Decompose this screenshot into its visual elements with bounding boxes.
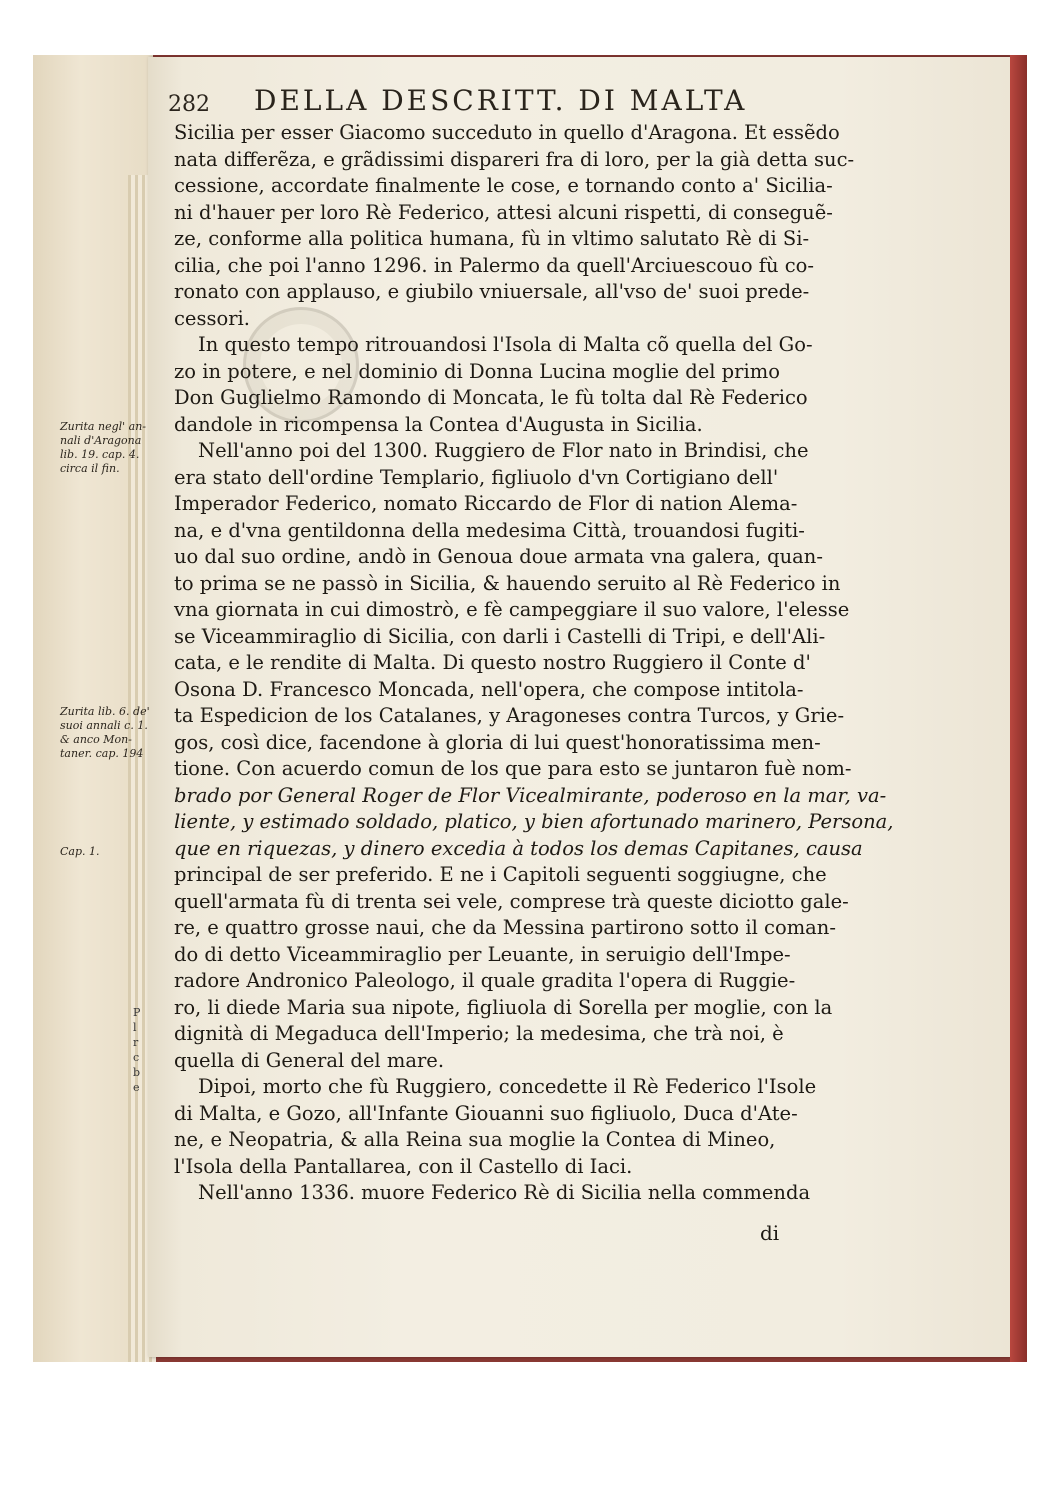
text-line: se Viceammiraglio di Sicilia, con darli i Castelli di Tripi, e dell'Ali- <box>174 624 826 648</box>
catchword: di <box>760 1221 780 1245</box>
text-line: In questo tempo ritrouandosi l'Isola di Malta cõ quella del Go- <box>198 333 813 356</box>
text-line: ze, conforme alla politica humana, fù in vltimo salutato Rè di Si- <box>174 227 810 250</box>
running-title: DELLA DESCRITT. DI MALTA <box>254 84 748 117</box>
text-line: ne, e Neopatria, & alla Reina sua moglie la Contea di Mineo, <box>174 1128 776 1151</box>
text-line: gos, così dice, facendone à gloria di lui quest'honoratissima men- <box>174 730 821 754</box>
margin-note-line: Cap. 1. <box>60 845 100 858</box>
text-line: cilia, che poi l'anno 1296. in Palermo da quell'Arciuescouo fù co- <box>174 253 814 277</box>
margin-note-line: Zurita lib. 6. de' <box>60 705 150 718</box>
text-line: di Malta, e Gozo, all'Infante Giouanni suo figliuolo, Duca d'Ate- <box>174 1101 798 1125</box>
text-line: tione. Con acuerdo comun de los que para esto se juntaron fuè nom- <box>174 757 852 780</box>
text-line: cessori. <box>174 306 250 330</box>
text-line: quella di General del mare. <box>174 1048 445 1072</box>
facing-page-mark: c <box>133 1051 140 1064</box>
text-line: cata, e le rendite di Malta. Di questo nostro Ruggiero il Conte d' <box>174 651 811 674</box>
margin-note-line: Zurita negl' an- <box>60 420 147 433</box>
facing-page-mark: r <box>133 1036 139 1049</box>
text-line: quell'armata fù di trenta sei vele, comprese trà queste diciotto gale- <box>174 889 849 913</box>
text-line: radore Andronico Paleologo, il quale gradita l'opera di Ruggie- <box>174 969 796 992</box>
text-line: cessione, accordate finalmente le cose, e tornando conto a' Sicilia- <box>174 174 833 197</box>
text-line: principal de ser preferido. E ne i Capitoli seguenti soggiugne, che <box>174 863 827 886</box>
margin-note-2 <box>60 705 170 761</box>
text-line: re, e quattro grosse naui, che da Messina partirono sotto il coman- <box>174 916 836 939</box>
facing-page-marks <box>133 1005 140 1095</box>
text-line: liente, y estimado soldado, platico, y bien afortunado marinero, Persona, <box>174 810 894 833</box>
text-line: era stato dell'ordine Templario, figliuolo d'vn Cortigiano dell' <box>174 465 779 489</box>
text-line: ta Espedicion de los Catalanes, y Aragoneses contra Turcos, y Grie- <box>174 704 845 727</box>
text-line: Nell'anno 1336. muore Federico Rè di Sicilia nella commenda <box>198 1181 811 1204</box>
text-line: dignità di Megaduca dell'Imperio; la medesima, che trà noi, è <box>174 1022 784 1045</box>
text-line: ni d'hauer per loro Rè Federico, attesi alcuni rispetti, di conseguẽ- <box>174 200 833 224</box>
facing-page-mark: l <box>133 1021 137 1034</box>
margin-note-line: taner. cap. 194 <box>60 747 144 760</box>
facing-page-mark: P <box>133 1006 141 1019</box>
margin-note-line: & anco Mon- <box>60 733 132 746</box>
text-line: na, e d'vna gentildonna della medesima Città, trouandosi fugiti- <box>174 518 805 542</box>
page-number: 282 <box>168 92 210 117</box>
text-line: ronato con applauso, e giubilo vniuersale, all'vso de' suoi prede- <box>174 280 810 303</box>
facing-page-mark: b <box>133 1066 141 1079</box>
text-line: dandole in ricompensa la Contea d'Augusta in Sicilia. <box>174 412 703 436</box>
text-line: Dipoi, morto che fù Ruggiero, concedette il Rè Federico l'Isole <box>198 1075 817 1098</box>
page-header <box>168 84 748 124</box>
text-line: Sicilia per esser Giacomo succeduto in quello d'Aragona. Et essẽdo <box>174 121 840 144</box>
binding-edge <box>1010 55 1027 1362</box>
text-line: to prima se ne passò in Sicilia, & hauendo seruito al Rè Federico in <box>174 571 841 595</box>
text-line: Nell'anno poi del 1300. Ruggiero de Flor nato in Brindisi, che <box>198 439 809 462</box>
text-line: Imperador Federico, nomato Riccardo de Flor di nation Alema- <box>174 492 798 515</box>
text-line: nata differẽza, e grãdissimi dispareri fra di loro, per la già detta suc- <box>174 147 855 171</box>
margin-note-line: circa il fin. <box>60 462 120 475</box>
text-line: l'Isola della Pantallarea, con il Castello di Iaci. <box>174 1154 633 1178</box>
text-line: brado por General Roger de Flor Vicealmirante, poderoso en la mar, va- <box>174 783 887 807</box>
text-line: ro, li diede Maria sua nipote, figliuola di Sorella per moglie, con la <box>174 995 833 1019</box>
margin-note-line: lib. 19. cap. 4. <box>60 448 140 461</box>
text-line: vna giornata in cui dimostrò, e fè campeggiare il suo valore, l'elesse <box>174 598 850 621</box>
margin-note-3 <box>60 845 170 859</box>
text-line: que en riquezas, y dinero excedia à todos los demas Capitanes, causa <box>174 836 863 860</box>
text-line: zo in potere, e nel dominio di Donna Lucina moglie del primo <box>174 359 780 383</box>
margin-note-1 <box>60 420 170 476</box>
margin-note-line: nali d'Aragona <box>60 434 142 447</box>
text-line: Osona D. Francesco Moncada, nell'opera, che compose intitola- <box>174 677 804 701</box>
margin-note-line: suoi annali c. 1. <box>60 719 148 732</box>
text-line: uo dal suo ordine, andò in Genoua doue armata vna galera, quan- <box>174 545 823 568</box>
facing-page-mark: e <box>133 1081 140 1094</box>
body-text <box>174 120 894 1207</box>
text-line: do di detto Viceammiraglio per Leuante, in seruigio dell'Impe- <box>174 942 791 966</box>
text-line: Don Guglielmo Ramondo di Moncata, le fù tolta dal Rè Federico <box>174 386 808 409</box>
